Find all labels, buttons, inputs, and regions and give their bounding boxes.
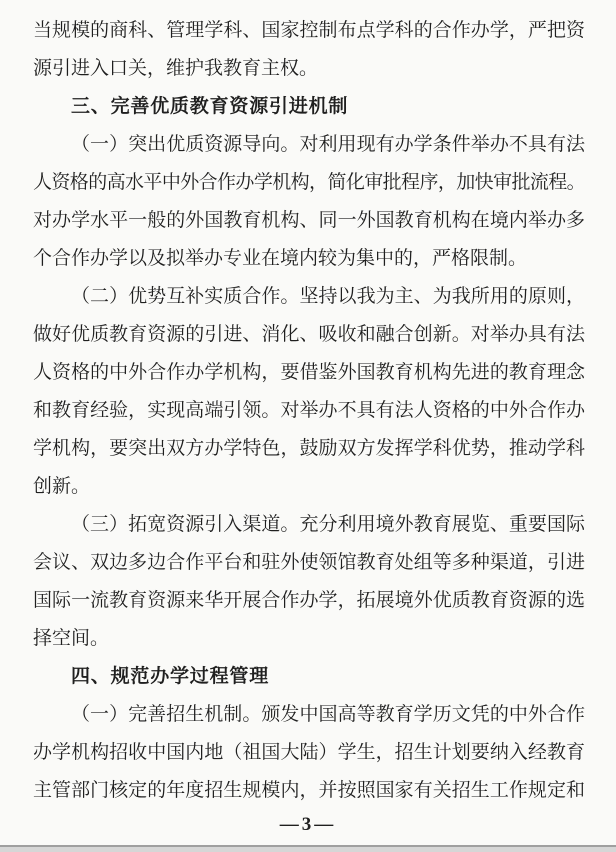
text-line: 主管部门核定的年度招生规模内，并按照国家有关招生工作规定和	[33, 780, 585, 801]
text-line: （二）优势互补实质合作。坚持以我为主、为我所用的原则，	[71, 286, 585, 307]
document-body	[33, 12, 585, 810]
text-line: 个合作办学以及拟举办专业在境内较为集中的，严格限制。	[33, 248, 528, 269]
text-line: 国际一流教育资源来华开展合作办学，拓展境外优质教育资源的选	[33, 590, 585, 611]
text-line: 对办学水平一般的外国教育机构、同一外国教育机构在境内举办多	[33, 210, 585, 231]
text-line: 择空间。	[33, 628, 110, 649]
text-line: 创新。	[33, 476, 91, 497]
text-line: （一）突出优质资源导向。对利用现有办学条件举办不具有法	[71, 134, 585, 155]
section-heading: 四、规范办学过程管理	[71, 666, 270, 687]
text-line: （三）拓宽资源引入渠道。充分利用境外教育展览、重要国际	[71, 514, 585, 535]
text-line: （一）完善招生机制。颁发中国高等教育学历文凭的中外合作	[71, 704, 585, 725]
text-line: 会议、双边多边合作平台和驻外使领馆教育处组等多种渠道，引进	[33, 552, 585, 573]
text-line: 和教育经验，实现高端引领。对举办不具有法人资格的中外合作办	[33, 400, 585, 421]
section-heading: 三、完善优质教育资源引进机制	[71, 96, 349, 117]
text-line: 学机构，要突出双方办学特色，鼓励双方发挥学科优势，推动学科	[33, 438, 585, 459]
text-line: 当规模的商科、管理学科、国家控制布点学科的合作办学，严把资	[33, 20, 585, 41]
page-number: —3—	[279, 814, 337, 835]
text-line: 办学机构招收中国内地（祖国大陆）学生，招生计划要纳入经教育	[33, 742, 585, 763]
text-line: 人资格的高水平中外合作办学机构，简化审批程序，加快审批流程。	[33, 172, 585, 193]
scan-bottom-edge	[0, 845, 616, 852]
text-line: 做好优质教育资源的引进、消化、吸收和融合创新。对举办具有法	[33, 324, 585, 345]
text-line: 源引进入口关，维护我教育主权。	[33, 58, 319, 79]
text-line: 人资格的中外合作办学机构，要借鉴外国教育机构先进的教育理念	[33, 362, 585, 383]
